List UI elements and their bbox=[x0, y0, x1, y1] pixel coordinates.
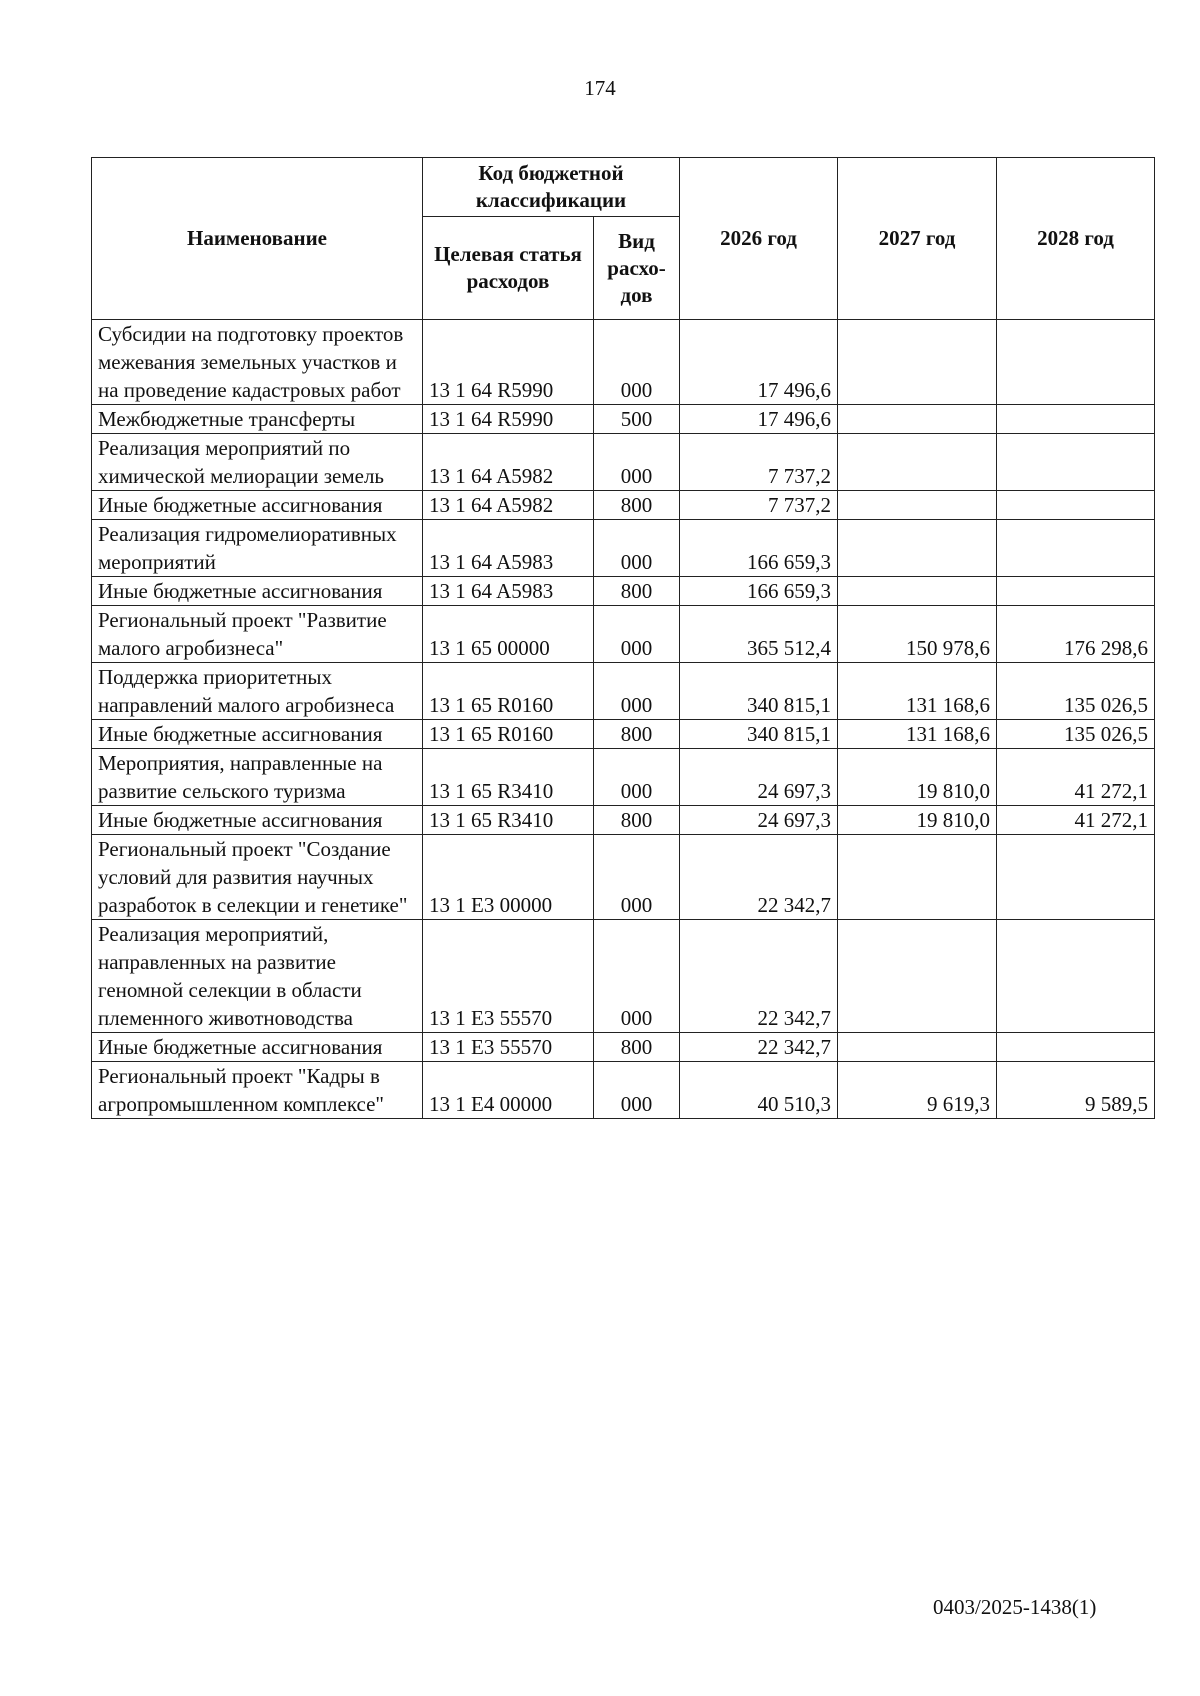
row-target-article: 13 1 E3 55570 bbox=[423, 920, 594, 1033]
table-row bbox=[92, 520, 1155, 577]
row-expense-type: 800 bbox=[594, 720, 680, 749]
row-target-article: 13 1 64 A5982 bbox=[423, 434, 594, 491]
document-number: 0403/2025-1438(1) bbox=[933, 1595, 1097, 1619]
table-row bbox=[92, 405, 1155, 434]
row-amount-2028 bbox=[997, 520, 1155, 577]
row-amount-2026: 22 342,7 bbox=[680, 1033, 838, 1062]
row-amount-2027: 19 810,0 bbox=[838, 806, 997, 835]
row-target-article: 13 1 65 R0160 bbox=[423, 720, 594, 749]
row-amount-2028: 41 272,1 bbox=[997, 749, 1155, 806]
table-row bbox=[92, 920, 1155, 1033]
table-row bbox=[92, 749, 1155, 806]
table-row bbox=[92, 491, 1155, 520]
row-amount-2027: 131 168,6 bbox=[838, 663, 997, 720]
row-amount-2027: 131 168,6 bbox=[838, 720, 997, 749]
row-name: Иные бюджетные ассигнования bbox=[92, 577, 423, 606]
row-target-article: 13 1 E3 55570 bbox=[423, 1033, 594, 1062]
row-name: Региональный проект "Создание условий для развития научных разработок в селекции и генетике" bbox=[92, 835, 423, 920]
row-name: Субсидии на подготовку проектов межевания земельных участков и на проведение кадастровых работ bbox=[92, 320, 423, 405]
row-amount-2028: 176 298,6 bbox=[997, 606, 1155, 663]
budget-table bbox=[91, 157, 1155, 1119]
row-amount-2027 bbox=[838, 920, 997, 1033]
row-target-article: 13 1 65 R0160 bbox=[423, 663, 594, 720]
row-name: Реализация мероприятий по химической мелиорации земель bbox=[92, 434, 423, 491]
row-amount-2026: 17 496,6 bbox=[680, 320, 838, 405]
row-amount-2028 bbox=[997, 320, 1155, 405]
row-expense-type: 800 bbox=[594, 491, 680, 520]
header-code-group: Код бюджетной классификации bbox=[423, 158, 680, 217]
header-target-article: Целевая статья расходов bbox=[423, 217, 594, 320]
row-name: Реализация мероприятий, направленных на развитие геномной селекции в области племенного животноводства bbox=[92, 920, 423, 1033]
row-name: Иные бюджетные ассигнования bbox=[92, 720, 423, 749]
table-row bbox=[92, 1033, 1155, 1062]
row-name: Иные бюджетные ассигнования bbox=[92, 1033, 423, 1062]
row-target-article: 13 1 64 R5990 bbox=[423, 320, 594, 405]
row-name: Поддержка приоритетных направлений малого агробизнеса bbox=[92, 663, 423, 720]
row-expense-type: 000 bbox=[594, 520, 680, 577]
table-row bbox=[92, 606, 1155, 663]
row-target-article: 13 1 64 A5983 bbox=[423, 520, 594, 577]
row-name: Иные бюджетные ассигнования bbox=[92, 806, 423, 835]
row-expense-type: 000 bbox=[594, 749, 680, 806]
table-row bbox=[92, 577, 1155, 606]
row-expense-type: 800 bbox=[594, 806, 680, 835]
row-expense-type: 000 bbox=[594, 606, 680, 663]
row-target-article: 13 1 65 00000 bbox=[423, 606, 594, 663]
row-expense-type: 000 bbox=[594, 835, 680, 920]
row-amount-2027 bbox=[838, 405, 997, 434]
row-amount-2028 bbox=[997, 491, 1155, 520]
table-row bbox=[92, 1062, 1155, 1119]
row-amount-2028 bbox=[997, 434, 1155, 491]
table-row bbox=[92, 663, 1155, 720]
row-amount-2027 bbox=[838, 320, 997, 405]
row-target-article: 13 1 E3 00000 bbox=[423, 835, 594, 920]
header-2028: 2028 год bbox=[997, 158, 1155, 320]
row-expense-type: 000 bbox=[594, 1062, 680, 1119]
row-amount-2026: 17 496,6 bbox=[680, 405, 838, 434]
row-amount-2028: 41 272,1 bbox=[997, 806, 1155, 835]
row-expense-type: 800 bbox=[594, 577, 680, 606]
row-target-article: 13 1 64 R5990 bbox=[423, 405, 594, 434]
row-amount-2027: 9 619,3 bbox=[838, 1062, 997, 1119]
row-amount-2028 bbox=[997, 405, 1155, 434]
row-amount-2026: 7 737,2 bbox=[680, 491, 838, 520]
row-amount-2027 bbox=[838, 835, 997, 920]
row-amount-2028 bbox=[997, 577, 1155, 606]
row-amount-2028: 135 026,5 bbox=[997, 720, 1155, 749]
row-amount-2026: 24 697,3 bbox=[680, 749, 838, 806]
row-amount-2026: 166 659,3 bbox=[680, 577, 838, 606]
row-name: Реализация гидромелиоративных мероприятий bbox=[92, 520, 423, 577]
row-amount-2028 bbox=[997, 920, 1155, 1033]
row-name: Мероприятия, направленные на развитие сельского туризма bbox=[92, 749, 423, 806]
row-amount-2028 bbox=[997, 835, 1155, 920]
row-amount-2026: 40 510,3 bbox=[680, 1062, 838, 1119]
header-expense-type: Вид расхо-дов bbox=[594, 217, 680, 320]
row-amount-2026: 340 815,1 bbox=[680, 720, 838, 749]
row-target-article: 13 1 65 R3410 bbox=[423, 749, 594, 806]
row-amount-2026: 340 815,1 bbox=[680, 663, 838, 720]
table-row bbox=[92, 434, 1155, 491]
header-2026: 2026 год bbox=[680, 158, 838, 320]
row-amount-2026: 24 697,3 bbox=[680, 806, 838, 835]
row-amount-2027 bbox=[838, 577, 997, 606]
table-row bbox=[92, 806, 1155, 835]
row-amount-2026: 22 342,7 bbox=[680, 920, 838, 1033]
row-expense-type: 800 bbox=[594, 1033, 680, 1062]
row-target-article: 13 1 65 R3410 bbox=[423, 806, 594, 835]
table-row bbox=[92, 320, 1155, 405]
table-row bbox=[92, 720, 1155, 749]
row-amount-2027 bbox=[838, 520, 997, 577]
row-expense-type: 000 bbox=[594, 320, 680, 405]
row-expense-type: 500 bbox=[594, 405, 680, 434]
row-amount-2027 bbox=[838, 1033, 997, 1062]
row-amount-2027 bbox=[838, 434, 997, 491]
header-2027: 2027 год bbox=[838, 158, 997, 320]
page-number: 174 bbox=[584, 76, 616, 100]
row-target-article: 13 1 64 A5983 bbox=[423, 577, 594, 606]
table-header bbox=[92, 158, 1155, 320]
row-amount-2027 bbox=[838, 491, 997, 520]
row-expense-type: 000 bbox=[594, 920, 680, 1033]
row-name: Региональный проект "Развитие малого агробизнеса" bbox=[92, 606, 423, 663]
row-amount-2026: 166 659,3 bbox=[680, 520, 838, 577]
table-body bbox=[92, 320, 1155, 1119]
row-amount-2028: 9 589,5 bbox=[997, 1062, 1155, 1119]
row-amount-2028 bbox=[997, 1033, 1155, 1062]
row-target-article: 13 1 E4 00000 bbox=[423, 1062, 594, 1119]
row-name: Региональный проект "Кадры в агропромышленном комплексе" bbox=[92, 1062, 423, 1119]
row-amount-2026: 365 512,4 bbox=[680, 606, 838, 663]
row-amount-2026: 7 737,2 bbox=[680, 434, 838, 491]
row-amount-2028: 135 026,5 bbox=[997, 663, 1155, 720]
row-amount-2027: 19 810,0 bbox=[838, 749, 997, 806]
row-target-article: 13 1 64 A5982 bbox=[423, 491, 594, 520]
row-expense-type: 000 bbox=[594, 663, 680, 720]
row-amount-2026: 22 342,7 bbox=[680, 835, 838, 920]
header-name: Наименование bbox=[92, 158, 423, 320]
row-name: Межбюджетные трансферты bbox=[92, 405, 423, 434]
row-amount-2027: 150 978,6 bbox=[838, 606, 997, 663]
row-name: Иные бюджетные ассигнования bbox=[92, 491, 423, 520]
table-row bbox=[92, 835, 1155, 920]
row-expense-type: 000 bbox=[594, 434, 680, 491]
